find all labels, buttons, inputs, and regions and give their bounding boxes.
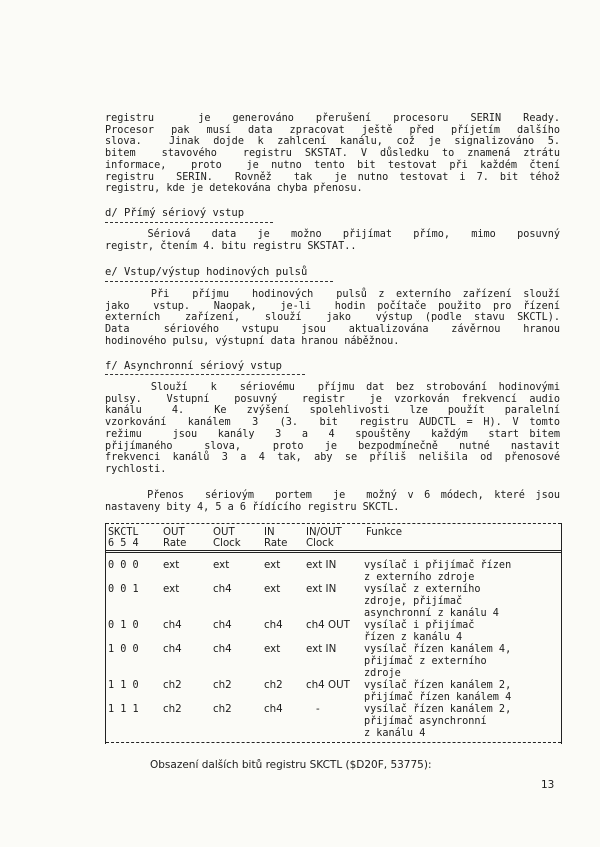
row-funkce: přijímač asynchronní — [364, 716, 487, 727]
header-inout-clock: IN/OUT — [306, 527, 342, 538]
row-inout-clock: - — [316, 703, 320, 715]
header-inout-clock: Clock — [306, 538, 334, 549]
text-line: jako vstup. Naopak, je-li hodin počítače použito pro řízení — [105, 300, 560, 312]
heading-underline — [105, 281, 333, 282]
text-line: Data sériového vstupu jsou aktualizována závěrnou hranou — [105, 324, 560, 336]
row-out-rate: ch4 — [163, 643, 182, 655]
text-line: rychlosti. — [105, 463, 167, 475]
text-line: frekvenci kanálů 3 a 4 tak, aby se příliš nelišila od přenosové — [105, 452, 560, 464]
row-out-rate: ext — [163, 583, 180, 595]
row-in-rate: ext — [264, 559, 281, 571]
row-in-rate: ch4 — [264, 619, 283, 631]
header-out-rate: Rate — [163, 538, 187, 549]
row-out-clock: ch2 — [213, 703, 232, 715]
heading-underline — [105, 222, 273, 223]
heading-underline — [105, 374, 305, 375]
row-in-rate: ext — [264, 643, 281, 655]
row-funkce: přijímač řízen kanálem 4 — [364, 692, 512, 703]
row-inout-clock: ext IN — [306, 559, 337, 571]
row-funkce: přijímač z externího — [364, 656, 487, 667]
row-out-rate: ch4 — [163, 619, 182, 631]
text-line: hodinového pulsu, výstupní data hranou náběžnou. — [105, 335, 400, 347]
row-funkce: z kanálu 4 — [364, 728, 426, 739]
text-line: registr, čtením 4. bitu registru SKSTAT.. — [105, 240, 357, 252]
header-in-rate: Rate — [264, 538, 288, 549]
text-line: registru, kde je detekována chyba přenosu. — [105, 183, 363, 195]
paragraph-async-serial-input — [105, 382, 560, 476]
text-line: pulsy. Vstupní posuvný registr je vzorkován frekvencí audio — [105, 393, 560, 405]
row-inout-clock: ch4 OUT — [306, 679, 350, 691]
row-out-rate: ext — [163, 559, 180, 571]
skctl-mode-table — [105, 523, 562, 744]
text-line: externích zařízení, slouží jako výstup (podle stavu SKCTL). — [105, 312, 560, 324]
row-funkce: vysílač i přijímač — [364, 620, 475, 631]
header-out-rate: OUT — [163, 527, 185, 538]
header-out-clock: OUT — [213, 527, 235, 538]
text-line: kanálu 4. Ke zvýšení spolehlivosti lze použít paralelní — [105, 405, 560, 417]
text-line: Sériová data je možno přijímat přímo, mimo posuvný — [105, 229, 560, 240]
text-line: registru SERIN. Rovněž tak je nutno testovat i 7. bit téhož — [105, 171, 560, 183]
row-funkce: vysílač z externího — [364, 584, 481, 595]
text-line: Při příjmu hodinových pulsů z externího zařízení slouží — [105, 289, 560, 300]
text-line: přijímaného slova, proto je bezpodmínečně nutné nastavit — [105, 440, 560, 452]
row-out-clock: ch4 — [213, 643, 232, 655]
text-line: slova. Jinak dojde k zahlcení kanálu, což je signalizováno 5. — [105, 136, 560, 148]
row-bits: 0 0 1 — [108, 584, 139, 595]
text-line: vzorkování kanálem 3 (3. bit registru AUDCTL = H). V tomto — [105, 417, 560, 429]
section-heading-f: f/ Asynchronní sériový vstup — [105, 360, 283, 372]
section-caption: Obsazení dalších bitů registru SKCTL ($D20F, 53775): — [150, 759, 432, 771]
row-inout-clock: ch4 OUT — [306, 619, 350, 631]
row-funkce: řízen z kanálu 4 — [364, 632, 463, 643]
text-line: Přenos sériovým portem je možný v 6 módech, které jsou — [105, 490, 560, 501]
text-line: bitem stavového registru SKSTAT. V důsledku to znamená ztrátu — [105, 148, 560, 160]
row-funkce: zdroje, přijímač — [364, 596, 463, 607]
row-bits: 0 0 0 — [108, 560, 139, 571]
text-line: informace, proto je nutno tento bit testovat při každém čtení — [105, 159, 560, 171]
paragraph-serin-overflow — [105, 113, 560, 195]
row-in-rate: ext — [264, 583, 281, 595]
section-heading-d: d/ Přímý sériový vstup — [105, 207, 245, 219]
row-funkce: zdroje — [364, 668, 401, 679]
page-number: 13 — [541, 779, 555, 791]
row-out-clock: ch4 — [213, 583, 232, 595]
text-line: režimu jsou kanály 3 a 4 spouštěny každým start bitem — [105, 428, 560, 440]
header-funkce: Funkce — [366, 527, 402, 538]
row-in-rate: ch2 — [264, 679, 283, 691]
table-bottom-rule — [106, 742, 561, 743]
row-out-clock: ch2 — [213, 679, 232, 691]
row-inout-clock: ext IN — [306, 643, 337, 655]
row-bits: 1 0 0 — [108, 644, 139, 655]
header-out-clock: Clock — [213, 538, 241, 549]
paragraph-direct-serial-input — [105, 229, 560, 252]
row-funkce: vysílač řízen kanálem 2, — [364, 680, 512, 691]
row-funkce: z externího zdroje — [364, 572, 475, 583]
paragraph-clock-io — [105, 289, 560, 348]
row-funkce: vysílač řízen kanálem 4, — [364, 644, 512, 655]
row-funkce: asynchronní z kanálu 4 — [364, 608, 499, 619]
row-out-rate: ch2 — [163, 679, 182, 691]
row-bits: 0 1 0 — [108, 620, 139, 631]
text-line: registru je generováno přerušení procesoru SERIN Ready. — [105, 113, 560, 124]
table-header-rule — [106, 550, 561, 553]
row-out-rate: ch2 — [163, 703, 182, 715]
table-top-rule — [106, 523, 561, 524]
section-heading-e: e/ Vstup/výstup hodinových pulsů — [105, 266, 308, 278]
row-out-clock: ext — [213, 559, 230, 571]
row-bits: 1 1 0 — [108, 680, 139, 691]
text-line: Slouží k sériovému příjmu dat bez strobování hodinovými — [105, 382, 560, 393]
row-funkce: vysílač řízen kanálem 2, — [364, 704, 512, 715]
row-inout-clock: ext IN — [306, 583, 337, 595]
row-out-clock: ch4 — [213, 619, 232, 631]
text-line: nastaveny bity 4, 5 a 6 řídícího registru SKCTL. — [105, 501, 400, 513]
paragraph-serial-modes — [105, 490, 560, 513]
text-line: Procesor pak musí data zpracovat ještě před příjetím dalšího — [105, 124, 560, 136]
header-skctl: SKCTL — [108, 527, 139, 538]
row-in-rate: ch4 — [264, 703, 283, 715]
row-funkce: vysílač i přijímač řízen — [364, 560, 512, 571]
header-bits: 6 5 4 — [108, 538, 139, 549]
row-bits: 1 1 1 — [108, 704, 139, 715]
header-in-rate: IN — [264, 527, 275, 538]
